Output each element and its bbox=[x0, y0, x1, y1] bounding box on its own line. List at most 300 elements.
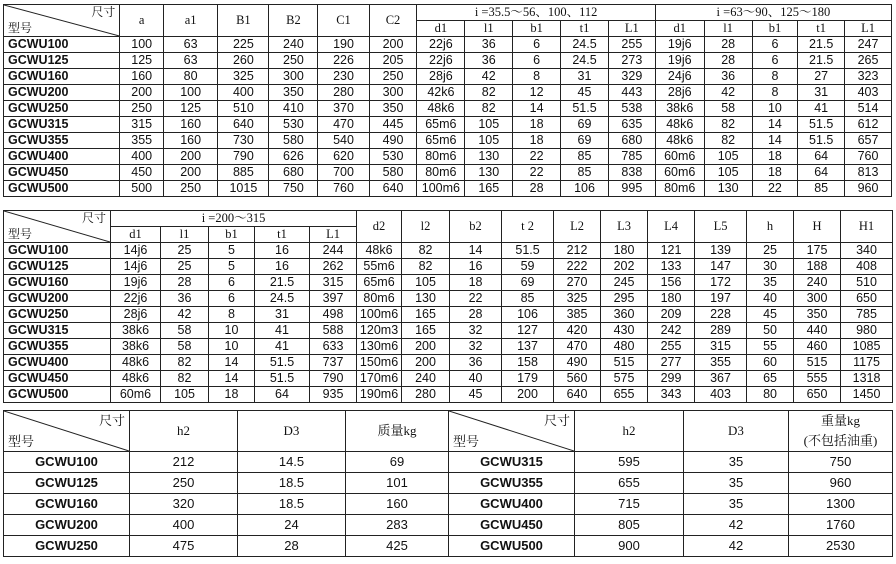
value-cell: 8 bbox=[752, 69, 798, 85]
value-cell: 101 bbox=[346, 473, 449, 494]
value-cell: 980 bbox=[841, 323, 893, 339]
value-cell: 82 bbox=[704, 117, 752, 133]
value-cell: 500 bbox=[120, 181, 164, 197]
value-cell: 367 bbox=[695, 371, 747, 387]
value-cell: 125 bbox=[120, 53, 164, 69]
value-cell: 22 bbox=[513, 149, 561, 165]
value-cell: 147 bbox=[695, 259, 747, 275]
value-cell: 14 bbox=[209, 371, 255, 387]
sub-col-header: l1 bbox=[465, 21, 513, 37]
value-cell: 397 bbox=[310, 291, 357, 307]
value-cell: 408 bbox=[841, 259, 893, 275]
value-cell: 125 bbox=[163, 101, 217, 117]
value-cell: 19j6 bbox=[655, 53, 704, 69]
value-cell: 790 bbox=[218, 149, 269, 165]
value-cell: 32 bbox=[450, 323, 502, 339]
value-cell: 35 bbox=[747, 275, 794, 291]
value-cell: 65 bbox=[747, 371, 794, 387]
model-cell: GCWU125 bbox=[4, 53, 120, 69]
value-cell: 42 bbox=[684, 536, 789, 557]
value-cell: 240 bbox=[402, 371, 450, 387]
value-cell: 58 bbox=[161, 339, 209, 355]
sub-col-header: L1 bbox=[845, 21, 892, 37]
value-cell: 202 bbox=[601, 259, 648, 275]
value-cell: 760 bbox=[318, 181, 369, 197]
value-cell: 470 bbox=[554, 339, 601, 355]
value-cell: 10 bbox=[752, 101, 798, 117]
table-row bbox=[4, 452, 893, 473]
value-cell: 6 bbox=[513, 37, 561, 53]
value-cell: 32 bbox=[450, 339, 502, 355]
value-cell: 265 bbox=[845, 53, 892, 69]
table-row bbox=[4, 515, 893, 536]
value-cell: 21.5 bbox=[798, 53, 845, 69]
value-cell: 470 bbox=[318, 117, 369, 133]
value-cell: 260 bbox=[218, 53, 269, 69]
value-cell: 48k6 bbox=[111, 355, 161, 371]
value-cell: 242 bbox=[648, 323, 695, 339]
value-cell: 14j6 bbox=[111, 259, 161, 275]
value-cell: 785 bbox=[841, 307, 893, 323]
value-cell: 300 bbox=[369, 85, 417, 101]
value-cell: 5 bbox=[209, 259, 255, 275]
col-header: t 2 bbox=[502, 211, 554, 243]
value-cell: 900 bbox=[575, 536, 684, 557]
value-cell: 403 bbox=[845, 85, 892, 101]
model-cell: GCWU125 bbox=[4, 259, 111, 275]
model-cell: GCWU160 bbox=[4, 69, 120, 85]
model-cell: GCWU355 bbox=[449, 473, 575, 494]
value-cell: 63 bbox=[163, 37, 217, 53]
corner-header bbox=[449, 411, 575, 452]
value-cell: 51.5 bbox=[561, 101, 609, 117]
value-cell: 580 bbox=[269, 133, 318, 149]
value-cell: 400 bbox=[120, 149, 164, 165]
value-cell: 580 bbox=[369, 165, 417, 181]
table-row bbox=[4, 339, 893, 355]
value-cell: 14 bbox=[513, 101, 561, 117]
value-cell: 38k6 bbox=[655, 101, 704, 117]
value-cell: 838 bbox=[608, 165, 655, 181]
value-cell: 82 bbox=[161, 371, 209, 387]
value-cell: 283 bbox=[346, 515, 449, 536]
value-cell: 255 bbox=[608, 37, 655, 53]
value-cell: 156 bbox=[648, 275, 695, 291]
value-cell: 226 bbox=[318, 53, 369, 69]
col-header: C2 bbox=[369, 5, 417, 37]
value-cell: 280 bbox=[318, 85, 369, 101]
model-cell: GCWU355 bbox=[4, 339, 111, 355]
value-cell: 65m6 bbox=[417, 117, 465, 133]
ratio-group-header: i =200～315 bbox=[111, 211, 357, 227]
value-cell: 82 bbox=[704, 133, 752, 149]
value-cell: 510 bbox=[218, 101, 269, 117]
model-cell: GCWU200 bbox=[4, 515, 130, 536]
dimension-table-2 bbox=[3, 210, 893, 403]
value-cell: 205 bbox=[369, 53, 417, 69]
value-cell: 40 bbox=[747, 291, 794, 307]
value-cell: 64 bbox=[255, 387, 310, 403]
header-size-label: 尺寸 bbox=[543, 413, 570, 428]
table-row bbox=[4, 243, 893, 259]
value-cell: 36 bbox=[450, 355, 502, 371]
corner-header bbox=[4, 5, 120, 37]
value-cell: 55 bbox=[747, 339, 794, 355]
value-cell: 225 bbox=[218, 37, 269, 53]
value-cell: 315 bbox=[120, 117, 164, 133]
value-cell: 315 bbox=[695, 339, 747, 355]
value-cell: 425 bbox=[346, 536, 449, 557]
value-cell: 805 bbox=[575, 515, 684, 536]
value-cell: 80m6 bbox=[655, 181, 704, 197]
value-cell: 28 bbox=[513, 181, 561, 197]
header-model-label: 型号 bbox=[453, 434, 480, 449]
col-header: B1 bbox=[218, 5, 269, 37]
value-cell: 403 bbox=[695, 387, 747, 403]
value-cell: 38k6 bbox=[111, 323, 161, 339]
value-cell: 69 bbox=[346, 452, 449, 473]
value-cell: 35 bbox=[684, 473, 789, 494]
value-cell: 175 bbox=[794, 243, 841, 259]
value-cell: 343 bbox=[648, 387, 695, 403]
value-cell: 31 bbox=[561, 69, 609, 85]
ratio-group-header: i =63～90、125～180 bbox=[655, 5, 891, 21]
model-cell: GCWU250 bbox=[4, 307, 111, 323]
value-cell: 120m3 bbox=[357, 323, 402, 339]
value-cell: 620 bbox=[318, 149, 369, 165]
model-cell: GCWU250 bbox=[4, 536, 130, 557]
value-cell: 45 bbox=[561, 85, 609, 101]
value-cell: 212 bbox=[554, 243, 601, 259]
col-header: L4 bbox=[648, 211, 695, 243]
value-cell: 228 bbox=[695, 307, 747, 323]
table-row bbox=[4, 101, 892, 117]
value-cell: 28 bbox=[704, 53, 752, 69]
value-cell: 295 bbox=[601, 291, 648, 307]
value-cell: 350 bbox=[269, 85, 318, 101]
value-cell: 180 bbox=[648, 291, 695, 307]
value-cell: 22 bbox=[752, 181, 798, 197]
value-cell: 6 bbox=[209, 275, 255, 291]
value-cell: 24.5 bbox=[561, 53, 609, 69]
value-cell: 105 bbox=[704, 149, 752, 165]
value-cell: 48k6 bbox=[357, 243, 402, 259]
value-cell: 250 bbox=[130, 473, 238, 494]
value-cell: 28j6 bbox=[655, 85, 704, 101]
value-cell: 45 bbox=[450, 387, 502, 403]
value-cell: 540 bbox=[318, 133, 369, 149]
value-cell: 385 bbox=[554, 307, 601, 323]
value-cell: 885 bbox=[218, 165, 269, 181]
value-cell: 230 bbox=[318, 69, 369, 85]
value-cell: 18 bbox=[752, 149, 798, 165]
value-cell: 240 bbox=[794, 275, 841, 291]
value-cell: 1085 bbox=[841, 339, 893, 355]
model-cell: GCWU450 bbox=[4, 371, 111, 387]
value-cell: 560 bbox=[554, 371, 601, 387]
value-cell: 50 bbox=[747, 323, 794, 339]
value-cell: 475 bbox=[130, 536, 238, 557]
value-cell: 200 bbox=[402, 339, 450, 355]
value-cell: 790 bbox=[310, 371, 357, 387]
col-header: D3 bbox=[684, 411, 789, 452]
value-cell: 360 bbox=[601, 307, 648, 323]
sub-col-header: t1 bbox=[561, 21, 609, 37]
value-cell: 100 bbox=[163, 85, 217, 101]
value-cell: 24 bbox=[238, 515, 346, 536]
value-cell: 325 bbox=[218, 69, 269, 85]
table-row bbox=[4, 53, 892, 69]
value-cell: 130 bbox=[704, 181, 752, 197]
value-cell: 85 bbox=[502, 291, 554, 307]
model-cell: GCWU125 bbox=[4, 473, 130, 494]
value-cell: 69 bbox=[561, 133, 609, 149]
value-cell: 10 bbox=[209, 339, 255, 355]
value-cell: 28 bbox=[238, 536, 346, 557]
value-cell: 200 bbox=[369, 37, 417, 53]
value-cell: 18 bbox=[450, 275, 502, 291]
value-cell: 538 bbox=[608, 101, 655, 117]
value-cell: 250 bbox=[269, 53, 318, 69]
value-cell: 80m6 bbox=[417, 149, 465, 165]
value-cell: 28j6 bbox=[417, 69, 465, 85]
value-cell: 14 bbox=[450, 243, 502, 259]
model-cell: GCWU200 bbox=[4, 85, 120, 101]
value-cell: 355 bbox=[120, 133, 164, 149]
col-header: 质量kg bbox=[346, 411, 449, 452]
model-cell: GCWU450 bbox=[449, 515, 575, 536]
table-row bbox=[4, 259, 893, 275]
value-cell: 633 bbox=[310, 339, 357, 355]
value-cell: 25 bbox=[161, 259, 209, 275]
value-cell: 370 bbox=[318, 101, 369, 117]
table-row bbox=[4, 37, 892, 53]
value-cell: 85 bbox=[561, 149, 609, 165]
value-cell: 105 bbox=[161, 387, 209, 403]
header-size-label: 尺寸 bbox=[81, 211, 106, 225]
table-row bbox=[4, 387, 893, 403]
value-cell: 42 bbox=[704, 85, 752, 101]
value-cell: 127 bbox=[502, 323, 554, 339]
table-row bbox=[4, 536, 893, 557]
sub-col-header: t1 bbox=[255, 227, 310, 243]
value-cell: 160 bbox=[346, 494, 449, 515]
table-row bbox=[4, 117, 892, 133]
value-cell: 106 bbox=[502, 307, 554, 323]
value-cell: 172 bbox=[695, 275, 747, 291]
value-cell: 18 bbox=[513, 117, 561, 133]
value-cell: 150m6 bbox=[357, 355, 402, 371]
value-cell: 24j6 bbox=[655, 69, 704, 85]
value-cell: 42 bbox=[684, 515, 789, 536]
value-cell: 300 bbox=[794, 291, 841, 307]
value-cell: 995 bbox=[608, 181, 655, 197]
value-cell: 420 bbox=[554, 323, 601, 339]
value-cell: 200 bbox=[402, 355, 450, 371]
value-cell: 299 bbox=[648, 371, 695, 387]
model-cell: GCWU100 bbox=[4, 452, 130, 473]
value-cell: 612 bbox=[845, 117, 892, 133]
header-model-label: 型号 bbox=[8, 434, 35, 449]
ratio-group-header: i =35.5～56、100、112 bbox=[417, 5, 655, 21]
value-cell: 82 bbox=[465, 85, 513, 101]
value-cell: 273 bbox=[608, 53, 655, 69]
value-cell: 250 bbox=[120, 101, 164, 117]
table-row bbox=[4, 355, 893, 371]
model-cell: GCWU160 bbox=[4, 275, 111, 291]
value-cell: 22j6 bbox=[111, 291, 161, 307]
value-cell: 530 bbox=[369, 149, 417, 165]
col-header: b2 bbox=[450, 211, 502, 243]
model-cell: GCWU160 bbox=[4, 494, 130, 515]
value-cell: 200 bbox=[163, 165, 217, 181]
value-cell: 165 bbox=[402, 323, 450, 339]
value-cell: 760 bbox=[845, 149, 892, 165]
value-cell: 22j6 bbox=[417, 37, 465, 53]
sub-col-header: L1 bbox=[310, 227, 357, 243]
value-cell: 445 bbox=[369, 117, 417, 133]
value-cell: 85 bbox=[798, 181, 845, 197]
col-header: h2 bbox=[130, 411, 238, 452]
value-cell: 14.5 bbox=[238, 452, 346, 473]
value-cell: 1450 bbox=[841, 387, 893, 403]
value-cell: 51.5 bbox=[798, 117, 845, 133]
value-cell: 18 bbox=[513, 133, 561, 149]
value-cell: 490 bbox=[369, 133, 417, 149]
value-cell: 80 bbox=[163, 69, 217, 85]
value-cell: 514 bbox=[845, 101, 892, 117]
sub-col-header: t1 bbox=[798, 21, 845, 37]
model-cell: GCWU100 bbox=[4, 243, 111, 259]
table-row bbox=[4, 181, 892, 197]
value-cell: 650 bbox=[794, 387, 841, 403]
value-cell: 31 bbox=[798, 85, 845, 101]
value-cell: 21.5 bbox=[255, 275, 310, 291]
value-cell: 655 bbox=[575, 473, 684, 494]
value-cell: 22j6 bbox=[417, 53, 465, 69]
weight-table bbox=[3, 410, 893, 557]
value-cell: 935 bbox=[310, 387, 357, 403]
value-cell: 82 bbox=[161, 355, 209, 371]
value-cell: 340 bbox=[841, 243, 893, 259]
model-cell: GCWU400 bbox=[449, 494, 575, 515]
value-cell: 240 bbox=[269, 37, 318, 53]
value-cell: 813 bbox=[845, 165, 892, 181]
col-header: H bbox=[794, 211, 841, 243]
value-cell: 329 bbox=[608, 69, 655, 85]
value-cell: 69 bbox=[502, 275, 554, 291]
model-cell: GCWU500 bbox=[4, 387, 111, 403]
value-cell: 179 bbox=[502, 371, 554, 387]
col-header: H1 bbox=[841, 211, 893, 243]
table-row bbox=[4, 371, 893, 387]
value-cell: 960 bbox=[789, 473, 893, 494]
value-cell: 35 bbox=[684, 452, 789, 473]
value-cell: 41 bbox=[255, 323, 310, 339]
value-cell: 320 bbox=[130, 494, 238, 515]
value-cell: 212 bbox=[130, 452, 238, 473]
value-cell: 48k6 bbox=[655, 133, 704, 149]
value-cell: 80m6 bbox=[417, 165, 465, 181]
value-cell: 40 bbox=[450, 371, 502, 387]
value-cell: 960 bbox=[845, 181, 892, 197]
value-cell: 130m6 bbox=[357, 339, 402, 355]
value-cell: 400 bbox=[130, 515, 238, 536]
sub-col-header: b1 bbox=[209, 227, 255, 243]
value-cell: 45 bbox=[747, 307, 794, 323]
col-header: a bbox=[120, 5, 164, 37]
value-cell: 41 bbox=[255, 339, 310, 355]
value-cell: 400 bbox=[218, 85, 269, 101]
value-cell: 18 bbox=[752, 165, 798, 181]
value-cell: 280 bbox=[402, 387, 450, 403]
table-row bbox=[4, 275, 893, 291]
value-cell: 188 bbox=[794, 259, 841, 275]
table-row bbox=[4, 133, 892, 149]
value-cell: 60 bbox=[747, 355, 794, 371]
value-cell: 515 bbox=[601, 355, 648, 371]
value-cell: 36 bbox=[161, 291, 209, 307]
value-cell: 130 bbox=[465, 165, 513, 181]
value-cell: 14 bbox=[752, 133, 798, 149]
value-cell: 247 bbox=[845, 37, 892, 53]
value-cell: 31 bbox=[255, 307, 310, 323]
value-cell: 22 bbox=[450, 291, 502, 307]
value-cell: 100m6 bbox=[417, 181, 465, 197]
value-cell: 200 bbox=[163, 149, 217, 165]
table-row bbox=[4, 494, 893, 515]
value-cell: 158 bbox=[502, 355, 554, 371]
value-cell: 82 bbox=[465, 101, 513, 117]
value-cell: 250 bbox=[369, 69, 417, 85]
value-cell: 575 bbox=[601, 371, 648, 387]
value-cell: 82 bbox=[402, 259, 450, 275]
value-cell: 22 bbox=[513, 165, 561, 181]
value-cell: 105 bbox=[465, 117, 513, 133]
value-cell: 14 bbox=[209, 355, 255, 371]
value-cell: 35 bbox=[684, 494, 789, 515]
value-cell: 1300 bbox=[789, 494, 893, 515]
value-cell: 21.5 bbox=[798, 37, 845, 53]
value-cell: 48k6 bbox=[417, 101, 465, 117]
col-header: L5 bbox=[695, 211, 747, 243]
value-cell: 82 bbox=[402, 243, 450, 259]
table-row bbox=[4, 149, 892, 165]
value-cell: 55m6 bbox=[357, 259, 402, 275]
value-cell: 8 bbox=[752, 85, 798, 101]
value-cell: 64 bbox=[798, 149, 845, 165]
value-cell: 2530 bbox=[789, 536, 893, 557]
value-cell: 28j6 bbox=[111, 307, 161, 323]
value-cell: 657 bbox=[845, 133, 892, 149]
value-cell: 36 bbox=[465, 37, 513, 53]
table-row bbox=[4, 323, 893, 339]
value-cell: 133 bbox=[648, 259, 695, 275]
value-cell: 42k6 bbox=[417, 85, 465, 101]
value-cell: 460 bbox=[794, 339, 841, 355]
col-header: B2 bbox=[269, 5, 318, 37]
value-cell: 595 bbox=[575, 452, 684, 473]
model-cell: GCWU315 bbox=[449, 452, 575, 473]
value-cell: 200 bbox=[120, 85, 164, 101]
sub-col-header: L1 bbox=[608, 21, 655, 37]
table-row bbox=[4, 291, 893, 307]
value-cell: 58 bbox=[704, 101, 752, 117]
value-cell: 25 bbox=[161, 243, 209, 259]
value-cell: 36 bbox=[465, 53, 513, 69]
value-cell: 640 bbox=[554, 387, 601, 403]
value-cell: 737 bbox=[310, 355, 357, 371]
